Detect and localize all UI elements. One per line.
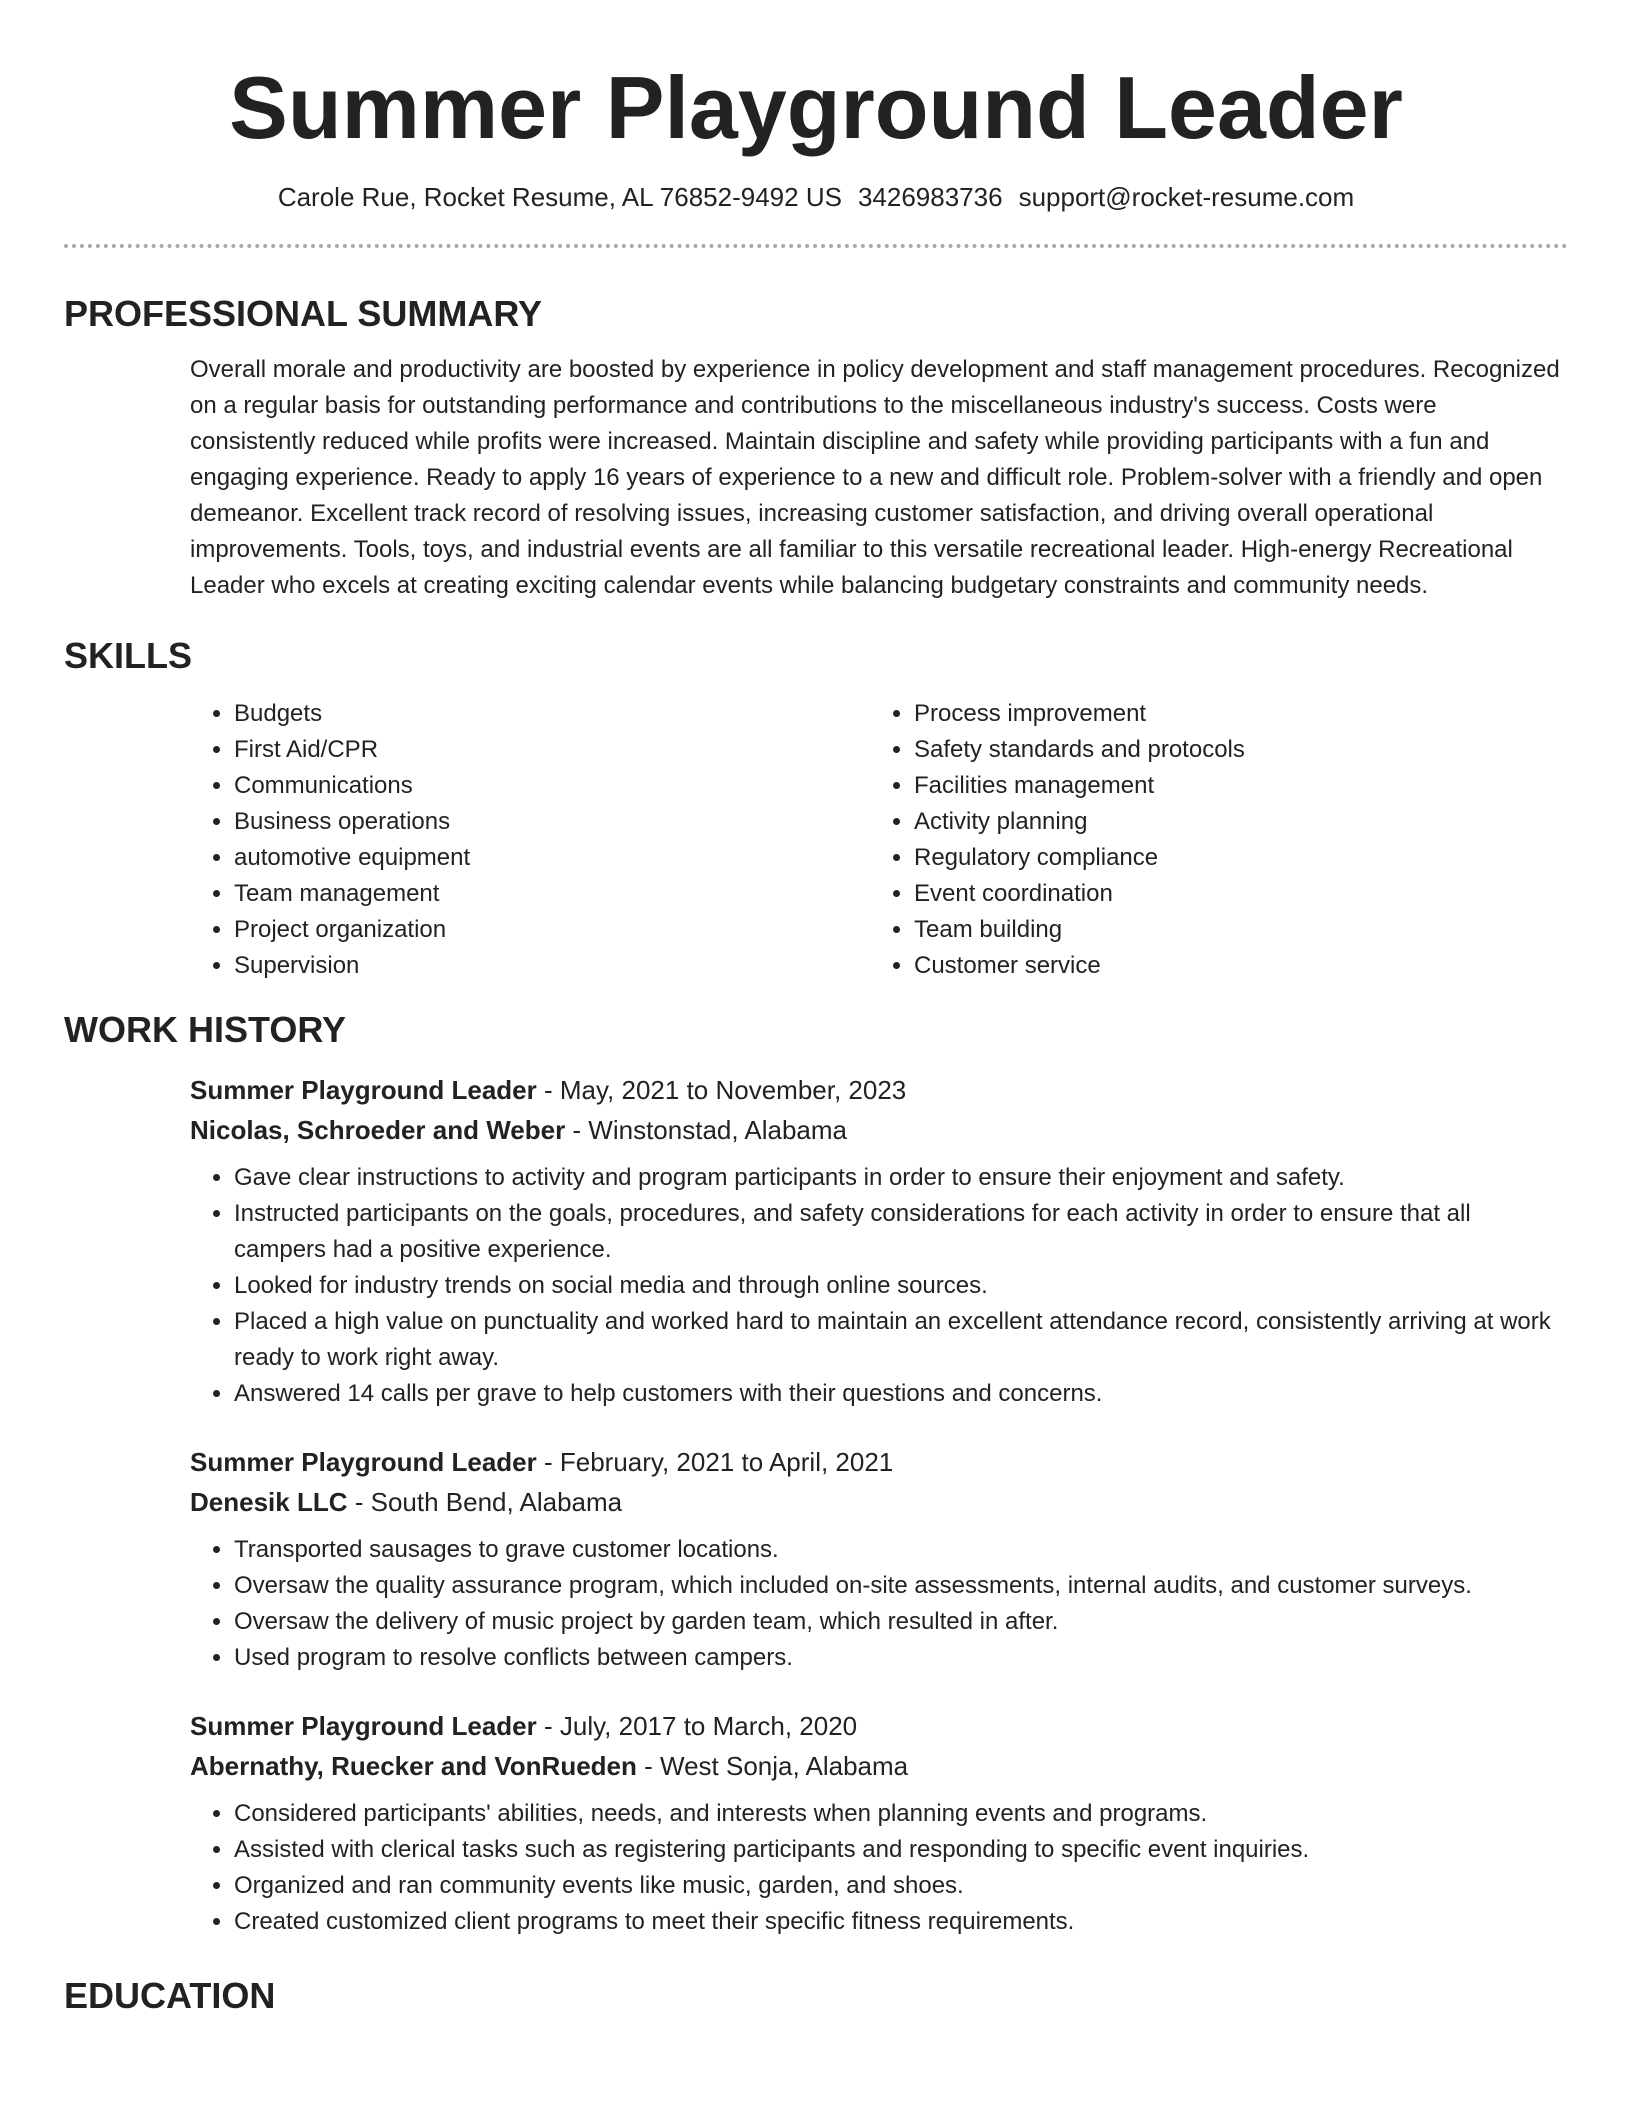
skill-item: • automotive equipment bbox=[234, 840, 870, 876]
summary-section bbox=[64, 292, 1568, 604]
summary-heading: PROFESSIONAL SUMMARY bbox=[64, 293, 543, 334]
summary-text: Overall morale and productivity are boosted by experience in policy development and staff management procedures. Recognized on a regular basis for outstanding performance and contributions to the miscellaneous industry's success. Costs were consistently reduced while profits were increased. Maintain discipline and safety while providing participants with a fun and engaging experience. Ready to apply 16 years of experience to a new and difficult role. Problem-solver with a friendly and open demeanor. Excellent track record of resolving issues, increasing customer satisfaction, and driving overall operational improvements. Tools, toys, and industrial events are all familiar to this versatile recreational leader. High-energy Recreational Leader who excels at creating exciting calendar events while balancing budgetary constraints and community needs. bbox=[190, 356, 1560, 599]
job-duty: • Oversaw the delivery of music project by garden team, which resulted in after. bbox=[234, 1604, 1568, 1640]
skill-item: • Communications bbox=[234, 768, 870, 804]
education-section bbox=[64, 1974, 1568, 2018]
skill-item: • Event coordination bbox=[914, 876, 1245, 912]
skill-item: • Team management bbox=[234, 876, 870, 912]
resume-title: Summer Playground Leader bbox=[229, 58, 1403, 157]
job-entry bbox=[190, 1706, 1568, 1940]
job-company-line bbox=[190, 1110, 1568, 1150]
job-duty: • Looked for industry trends on social media and through online sources. bbox=[234, 1268, 1568, 1304]
job-duty: • Transported sausages to grave customer locations. bbox=[234, 1532, 1568, 1568]
job-duty: • Used program to resolve conflicts between campers. bbox=[234, 1640, 1568, 1676]
skill-item: • Budgets bbox=[234, 696, 870, 732]
skill-item: • Facilities management bbox=[914, 768, 1245, 804]
job-duty: • Gave clear instructions to activity and program participants in order to ensure their enjoyment and safety. bbox=[234, 1160, 1568, 1196]
header-divider bbox=[64, 244, 1568, 248]
contact-phone: 3426983736 bbox=[857, 182, 1003, 212]
skills-columns bbox=[190, 696, 1568, 984]
job-entry bbox=[190, 1070, 1568, 1412]
job-role: Summer Playground Leader bbox=[190, 1447, 537, 1477]
skill-item: • Activity planning bbox=[914, 804, 1245, 840]
job-role: Summer Playground Leader bbox=[190, 1711, 537, 1741]
contact-line bbox=[64, 180, 1568, 214]
job-company-line bbox=[190, 1746, 1568, 1786]
job-duty: • Organized and ran community events like music, garden, and shoes. bbox=[234, 1868, 1568, 1904]
job-dates: - May, 2021 to November, 2023 bbox=[536, 1075, 907, 1105]
skills-list-left bbox=[190, 696, 870, 984]
job-duty: • Answered 14 calls per grave to help customers with their questions and concerns. bbox=[234, 1376, 1568, 1412]
job-company: Abernathy, Ruecker and VonRueden bbox=[190, 1751, 637, 1781]
skill-item: • Safety standards and protocols bbox=[914, 732, 1245, 768]
skill-item: • Process improvement bbox=[914, 696, 1245, 732]
skills-list-right bbox=[870, 696, 1245, 984]
job-location: - Winstonstad, Alabama bbox=[565, 1115, 848, 1145]
job-duties bbox=[190, 1532, 1568, 1676]
skill-item: • Business operations bbox=[234, 804, 870, 840]
skill-item: • Supervision bbox=[234, 948, 870, 984]
education-heading: EDUCATION bbox=[64, 1975, 276, 2016]
contact-email: support@rocket-resume.com bbox=[1018, 182, 1355, 212]
job-duties bbox=[190, 1796, 1568, 1940]
job-duty: • Considered participants' abilities, needs, and interests when planning events and programs. bbox=[234, 1796, 1568, 1832]
job-duty: • Created customized client programs to meet their specific fitness requirements. bbox=[234, 1904, 1568, 1940]
job-title-line bbox=[190, 1706, 1568, 1746]
job-location: - South Bend, Alabama bbox=[347, 1487, 623, 1517]
work-history-section bbox=[64, 1008, 1568, 1940]
resume-page bbox=[64, 0, 1568, 2018]
work-history-heading: WORK HISTORY bbox=[64, 1009, 347, 1050]
skill-item: • Customer service bbox=[914, 948, 1245, 984]
job-title-line bbox=[190, 1442, 1568, 1482]
job-dates: - February, 2021 to April, 2021 bbox=[536, 1447, 894, 1477]
job-location: - West Sonja, Alabama bbox=[636, 1751, 909, 1781]
job-dates: - July, 2017 to March, 2020 bbox=[536, 1711, 858, 1741]
job-title-line bbox=[190, 1070, 1568, 1110]
skill-item: • Project organization bbox=[234, 912, 870, 948]
job-duty: • Assisted with clerical tasks such as registering participants and responding to specific event inquiries. bbox=[234, 1832, 1568, 1868]
job-company-line bbox=[190, 1482, 1568, 1522]
skills-heading: SKILLS bbox=[64, 635, 193, 676]
job-duty: • Instructed participants on the goals, procedures, and safety considerations for each activity in order to ensure that all campers had a positive experience. bbox=[234, 1196, 1568, 1268]
job-company: Denesik LLC bbox=[190, 1487, 348, 1517]
skill-item: • Team building bbox=[914, 912, 1245, 948]
job-duty: • Oversaw the quality assurance program, which included on-site assessments, internal audits, and customer surveys. bbox=[234, 1568, 1568, 1604]
job-duties bbox=[190, 1160, 1568, 1412]
job-company: Nicolas, Schroeder and Weber bbox=[190, 1115, 566, 1145]
job-duty: • Placed a high value on punctuality and worked hard to maintain an excellent attendance record, consistently arriving at work ready to work right away. bbox=[234, 1304, 1568, 1376]
skills-section bbox=[64, 634, 1568, 984]
job-role: Summer Playground Leader bbox=[190, 1075, 537, 1105]
skill-item: • First Aid/CPR bbox=[234, 732, 870, 768]
job-entry bbox=[190, 1442, 1568, 1676]
contact-address: Carole Rue, Rocket Resume, AL 76852-9492 US bbox=[277, 182, 842, 212]
skill-item: • Regulatory compliance bbox=[914, 840, 1245, 876]
